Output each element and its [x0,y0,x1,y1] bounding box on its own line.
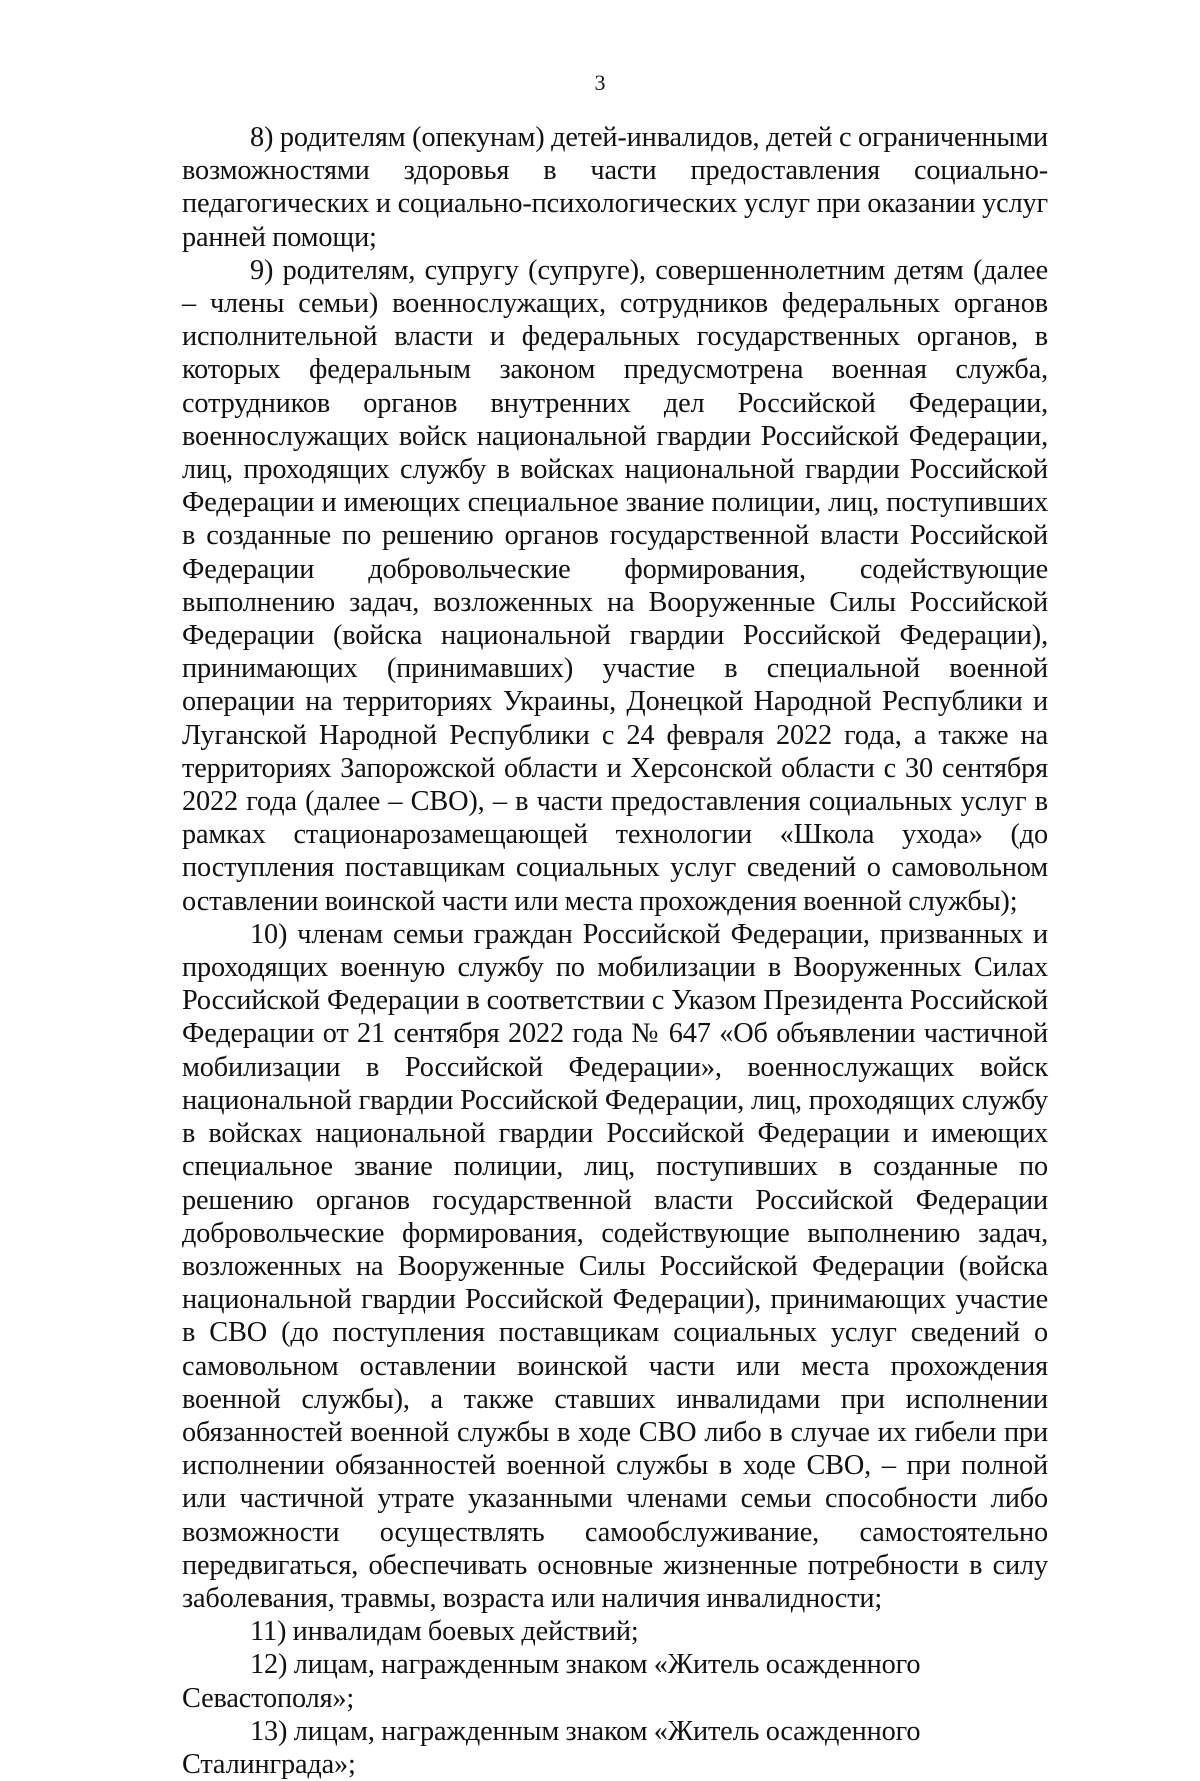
paragraph-item-11: 11) инвалидам боевых действий; [250,1616,639,1648]
paragraph-item-9: 9) родителям, супругу (супруге), совершеннолетним детям (далее – члены семьи) военнослужащих, сотрудников федеральных органов исполнительной власти и федеральных государственных органов, в которых федеральным законом предусмотрена военная служба, сотрудников органов внутренних дел Российской Федерации, военнослужащих войск национальной гвардии Российской Федерации, лиц, проходящих службу в войсках национальной гвардии Российской Федерации и имеющих специальное звание полиции, лиц, поступивших в созданные по решению органов государственной власти Российской Федерации добровольческие формирования, содействующие выполнению задач, возложенных на Вооруженные Силы Российской Федерации (войска национальной гвардии Российской Федерации), принимающих (принимавших) участие в специальной военной операции на территориях Украины, Донецкой Народной Республики и Луганской Народной Республики с 24 февраля 2022 года, а также на территориях Запорожской области и Херсонской области с 30 сентября 2022 года (далее – СВО), – в части предоставления социальных услуг в рамках стационарозамещающей технологии «Школа ухода» (до поступления поставщикам социальных услуг сведений о самовольном оставлении воинской части или места прохождения военной службы); [182,254,1048,917]
document-body [182,121,1048,1781]
paragraph-item-8: 8) родителям (опекунам) детей-инвалидов, детей с ограниченными возможностями здоровья в части предоставления социально-педагогических и социально-психологических услуг при оказании услуг ранней помощи; [182,122,1048,253]
paragraph-item-12: 12) лицам, награжденным знаком «Житель осажденного Севастополя»; [182,1649,921,1714]
page-number: 3 [594,70,606,95]
paragraph-item-13: 13) лицам, награжденным знаком «Житель осажденного Сталинграда»; [182,1715,921,1780]
paragraph-item-10: 10) членам семьи граждан Российской Федерации, призванных и проходящих военную службу по мобилизации в Вооруженных Силах Российской Федерации в соответствии с Указом Президента Российской Федерации от 21 сентября 2022 года № 647 «Об объявлении частичной мобилизации в Российской Федерации», военнослужащих войск национальной гвардии Российской Федерации, лиц, проходящих службу в войсках национальной гвардии Российской Федерации и имеющих специальное звание полиции, лиц, поступивших в созданные по решению органов государственной власти Российской Федерации добровольческие формирования, содействующие выполнению задач, возложенных на Вооруженные Силы Российской Федерации (войска национальной гвардии Российской Федерации), принимающих участие в СВО (до поступления поставщикам социальных услуг сведений о самовольном оставлении воинской части или места прохождения военной службы), а также ставших инвалидами при исполнении обязанностей военной службы в ходе СВО либо в случае их гибели при исполнении обязанностей военной службы в ходе СВО, – при полной или частичной утрате указанными членами семьи способности либо возможности осуществлять самообслуживание, самостоятельно передвигаться, обеспечивать основные жизненные потребности в силу заболевания, травмы, возраста или наличия инвалидности; [182,918,1048,1614]
